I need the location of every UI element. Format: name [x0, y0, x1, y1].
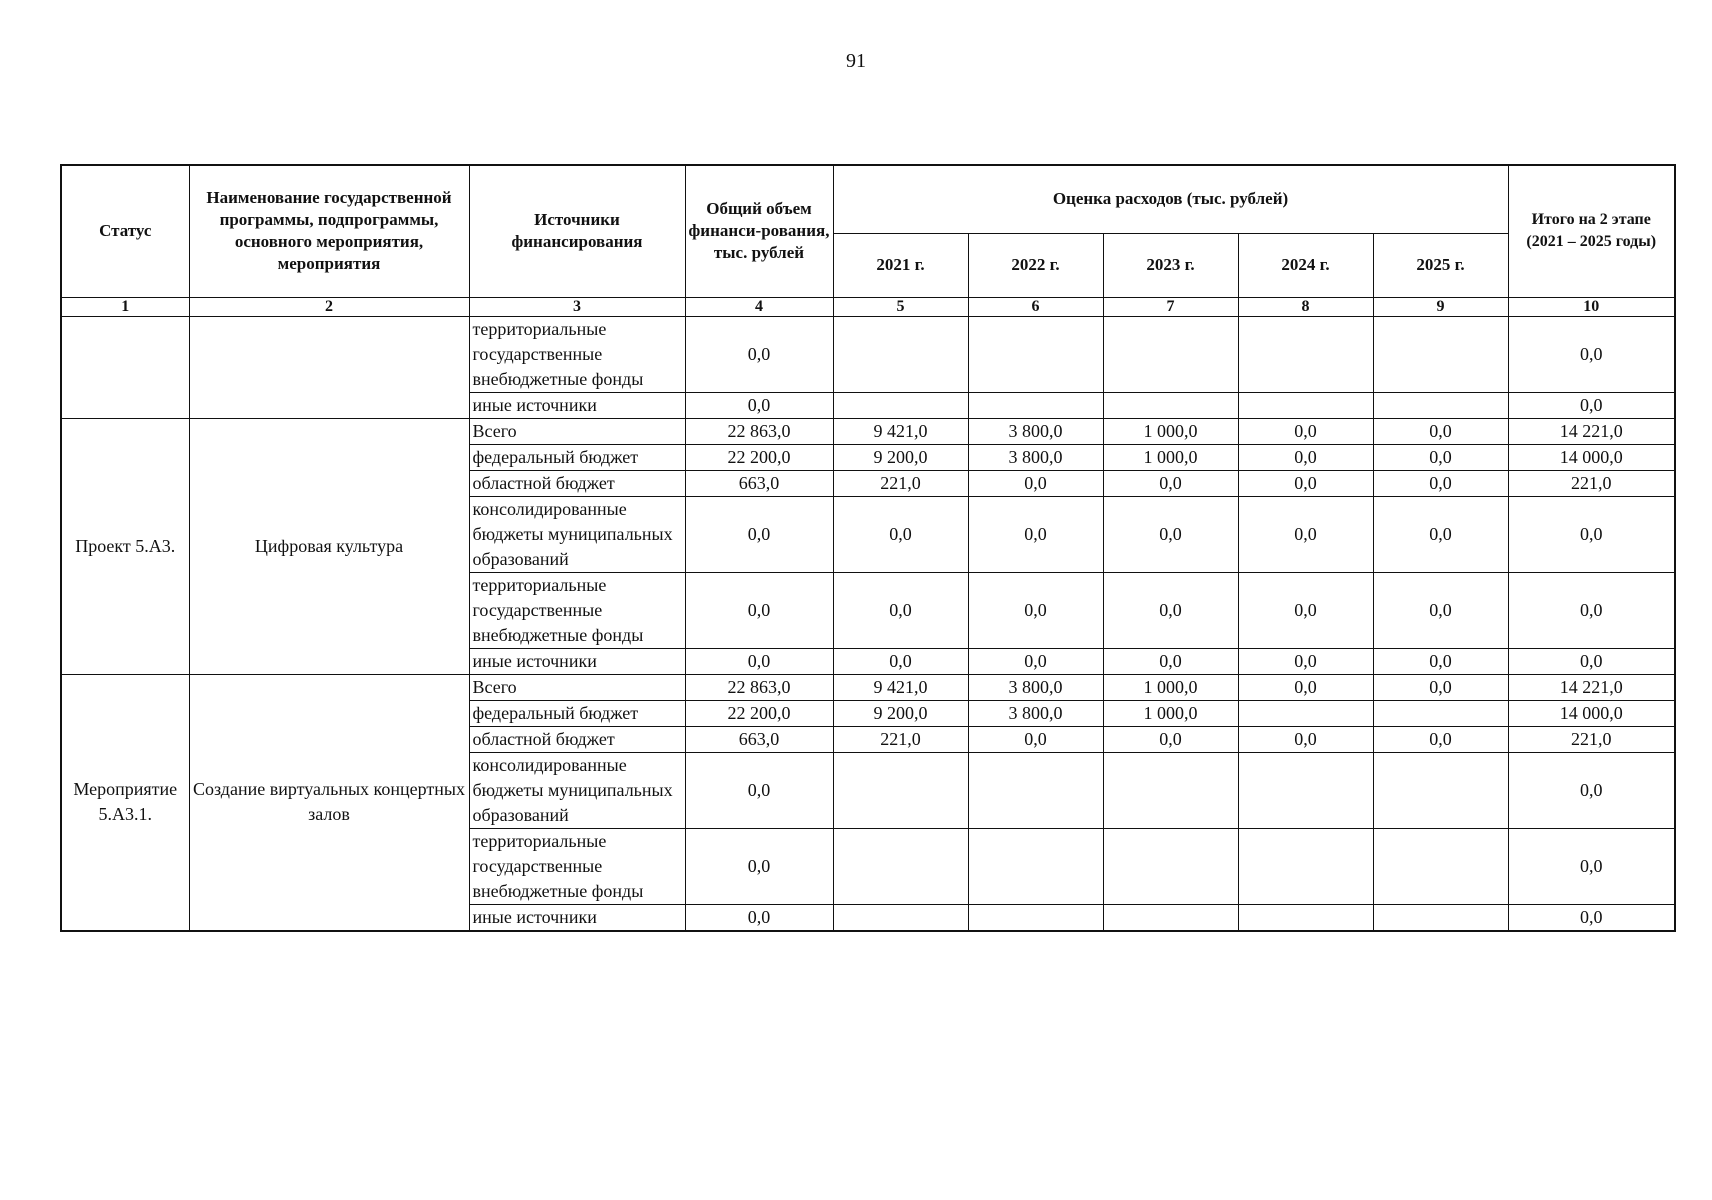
amount-cell: 0,0	[1103, 496, 1238, 572]
row-status: Проект 5.А3.	[61, 418, 189, 674]
amount-cell: 0,0	[1373, 470, 1508, 496]
amount-cell: 0,0	[1103, 572, 1238, 648]
header-year: 2024 г.	[1238, 233, 1373, 297]
amount-cell: 663,0	[685, 470, 833, 496]
amount-cell: 0,0	[1508, 828, 1675, 904]
amount-cell: 0,0	[1238, 648, 1373, 674]
funding-source: территориальные государственные внебюджетные фонды	[469, 828, 685, 904]
amount-cell: 0,0	[833, 648, 968, 674]
amount-cell	[1238, 752, 1373, 828]
amount-cell	[1373, 316, 1508, 392]
funding-source: территориальные государственные внебюджетные фонды	[469, 316, 685, 392]
amount-cell	[1103, 828, 1238, 904]
header-year: 2025 г.	[1373, 233, 1508, 297]
amount-cell: 0,0	[1373, 674, 1508, 700]
amount-cell: 0,0	[968, 648, 1103, 674]
amount-cell: 0,0	[968, 470, 1103, 496]
amount-cell: 22 863,0	[685, 418, 833, 444]
amount-cell: 0,0	[1508, 904, 1675, 931]
amount-cell: 1 000,0	[1103, 444, 1238, 470]
amount-cell	[833, 316, 968, 392]
amount-cell: 0,0	[685, 316, 833, 392]
funding-source: федеральный бюджет	[469, 444, 685, 470]
header-status: Статус	[61, 165, 189, 297]
table-row	[61, 418, 1675, 444]
amount-cell: 0,0	[1373, 418, 1508, 444]
funding-source: иные источники	[469, 648, 685, 674]
amount-cell: 221,0	[1508, 470, 1675, 496]
header-stage-total: Итого на 2 этапе (2021 – 2025 годы)	[1508, 165, 1675, 297]
row-status: Мероприятие 5.А3.1.	[61, 674, 189, 931]
column-number: 2	[189, 297, 469, 316]
amount-cell	[1103, 392, 1238, 418]
amount-cell: 0,0	[1508, 496, 1675, 572]
amount-cell: 0,0	[1373, 496, 1508, 572]
amount-cell	[968, 752, 1103, 828]
column-number: 5	[833, 297, 968, 316]
amount-cell	[1103, 316, 1238, 392]
funding-source: территориальные государственные внебюджетные фонды	[469, 572, 685, 648]
amount-cell	[1103, 904, 1238, 931]
amount-cell: 14 000,0	[1508, 444, 1675, 470]
amount-cell: 9 200,0	[833, 700, 968, 726]
header-row-1	[61, 165, 1675, 233]
amount-cell: 0,0	[685, 392, 833, 418]
column-number: 4	[685, 297, 833, 316]
amount-cell: 14 000,0	[1508, 700, 1675, 726]
amount-cell	[833, 904, 968, 931]
amount-cell	[1238, 316, 1373, 392]
amount-cell: 1 000,0	[1103, 674, 1238, 700]
header-year: 2022 г.	[968, 233, 1103, 297]
amount-cell	[833, 752, 968, 828]
amount-cell: 0,0	[1238, 444, 1373, 470]
amount-cell: 22 863,0	[685, 674, 833, 700]
amount-cell: 221,0	[833, 726, 968, 752]
amount-cell: 3 800,0	[968, 674, 1103, 700]
row-name	[189, 316, 469, 418]
amount-cell: 3 800,0	[968, 418, 1103, 444]
amount-cell	[833, 392, 968, 418]
amount-cell	[968, 828, 1103, 904]
amount-cell: 0,0	[1373, 648, 1508, 674]
amount-cell: 0,0	[1238, 726, 1373, 752]
amount-cell	[833, 828, 968, 904]
amount-cell: 0,0	[685, 828, 833, 904]
amount-cell: 221,0	[833, 470, 968, 496]
amount-cell: 0,0	[833, 496, 968, 572]
amount-cell: 22 200,0	[685, 444, 833, 470]
amount-cell	[1238, 700, 1373, 726]
table-row	[61, 674, 1675, 700]
amount-cell: 0,0	[1373, 444, 1508, 470]
amount-cell: 0,0	[1508, 648, 1675, 674]
amount-cell	[1373, 752, 1508, 828]
amount-cell: 0,0	[685, 572, 833, 648]
column-numbers-row	[61, 297, 1675, 316]
amount-cell: 9 200,0	[833, 444, 968, 470]
amount-cell: 14 221,0	[1508, 418, 1675, 444]
header-year: 2021 г.	[833, 233, 968, 297]
column-number: 9	[1373, 297, 1508, 316]
amount-cell	[1373, 828, 1508, 904]
header-sources: Источники финансирования	[469, 165, 685, 297]
amount-cell: 1 000,0	[1103, 418, 1238, 444]
amount-cell: 0,0	[1373, 726, 1508, 752]
table-body	[61, 316, 1675, 931]
amount-cell: 0,0	[968, 496, 1103, 572]
amount-cell: 0,0	[1103, 648, 1238, 674]
amount-cell: 0,0	[1103, 726, 1238, 752]
header-estimate: Оценка расходов (тыс. рублей)	[833, 165, 1508, 233]
amount-cell	[1373, 700, 1508, 726]
amount-cell: 0,0	[1238, 674, 1373, 700]
amount-cell: 0,0	[1508, 752, 1675, 828]
financing-table	[60, 164, 1676, 932]
amount-cell: 22 200,0	[685, 700, 833, 726]
amount-cell	[968, 392, 1103, 418]
amount-cell: 0,0	[1508, 316, 1675, 392]
column-number: 6	[968, 297, 1103, 316]
amount-cell: 3 800,0	[968, 444, 1103, 470]
table-row	[61, 316, 1675, 392]
header-total: Общий объем финанси-рования, тыс. рублей	[685, 165, 833, 297]
amount-cell: 0,0	[833, 572, 968, 648]
amount-cell: 9 421,0	[833, 418, 968, 444]
funding-source: иные источники	[469, 392, 685, 418]
row-status	[61, 316, 189, 418]
amount-cell: 0,0	[1508, 572, 1675, 648]
amount-cell: 0,0	[1238, 572, 1373, 648]
row-name: Создание виртуальных концертных залов	[189, 674, 469, 931]
funding-source: Всего	[469, 418, 685, 444]
funding-source: иные источники	[469, 904, 685, 931]
header-name: Наименование государственной программы, подпрограммы, основного мероприятия, мероприятия	[189, 165, 469, 297]
amount-cell: 14 221,0	[1508, 674, 1675, 700]
amount-cell	[968, 316, 1103, 392]
amount-cell: 0,0	[1238, 496, 1373, 572]
amount-cell: 0,0	[1238, 470, 1373, 496]
amount-cell: 0,0	[685, 648, 833, 674]
amount-cell	[1238, 828, 1373, 904]
amount-cell	[968, 904, 1103, 931]
funding-source: консолидированные бюджеты муниципальных образований	[469, 496, 685, 572]
funding-source: Всего	[469, 674, 685, 700]
column-number: 7	[1103, 297, 1238, 316]
column-number: 1	[61, 297, 189, 316]
column-number: 10	[1508, 297, 1675, 316]
amount-cell	[1238, 904, 1373, 931]
amount-cell: 3 800,0	[968, 700, 1103, 726]
amount-cell: 221,0	[1508, 726, 1675, 752]
amount-cell	[1373, 392, 1508, 418]
amount-cell: 0,0	[1238, 418, 1373, 444]
page-number: 91	[846, 50, 866, 72]
amount-cell	[1103, 752, 1238, 828]
funding-source: консолидированные бюджеты муниципальных образований	[469, 752, 685, 828]
row-name: Цифровая культура	[189, 418, 469, 674]
amount-cell	[1238, 392, 1373, 418]
amount-cell: 0,0	[685, 904, 833, 931]
amount-cell: 663,0	[685, 726, 833, 752]
funding-source: федеральный бюджет	[469, 700, 685, 726]
amount-cell: 0,0	[1373, 572, 1508, 648]
column-number: 3	[469, 297, 685, 316]
amount-cell: 0,0	[1103, 470, 1238, 496]
amount-cell	[1373, 904, 1508, 931]
header-year: 2023 г.	[1103, 233, 1238, 297]
amount-cell: 1 000,0	[1103, 700, 1238, 726]
amount-cell: 0,0	[968, 726, 1103, 752]
funding-source: областной бюджет	[469, 726, 685, 752]
amount-cell: 0,0	[685, 496, 833, 572]
amount-cell: 9 421,0	[833, 674, 968, 700]
amount-cell: 0,0	[968, 572, 1103, 648]
amount-cell: 0,0	[1508, 392, 1675, 418]
funding-source: областной бюджет	[469, 470, 685, 496]
column-number: 8	[1238, 297, 1373, 316]
amount-cell: 0,0	[685, 752, 833, 828]
